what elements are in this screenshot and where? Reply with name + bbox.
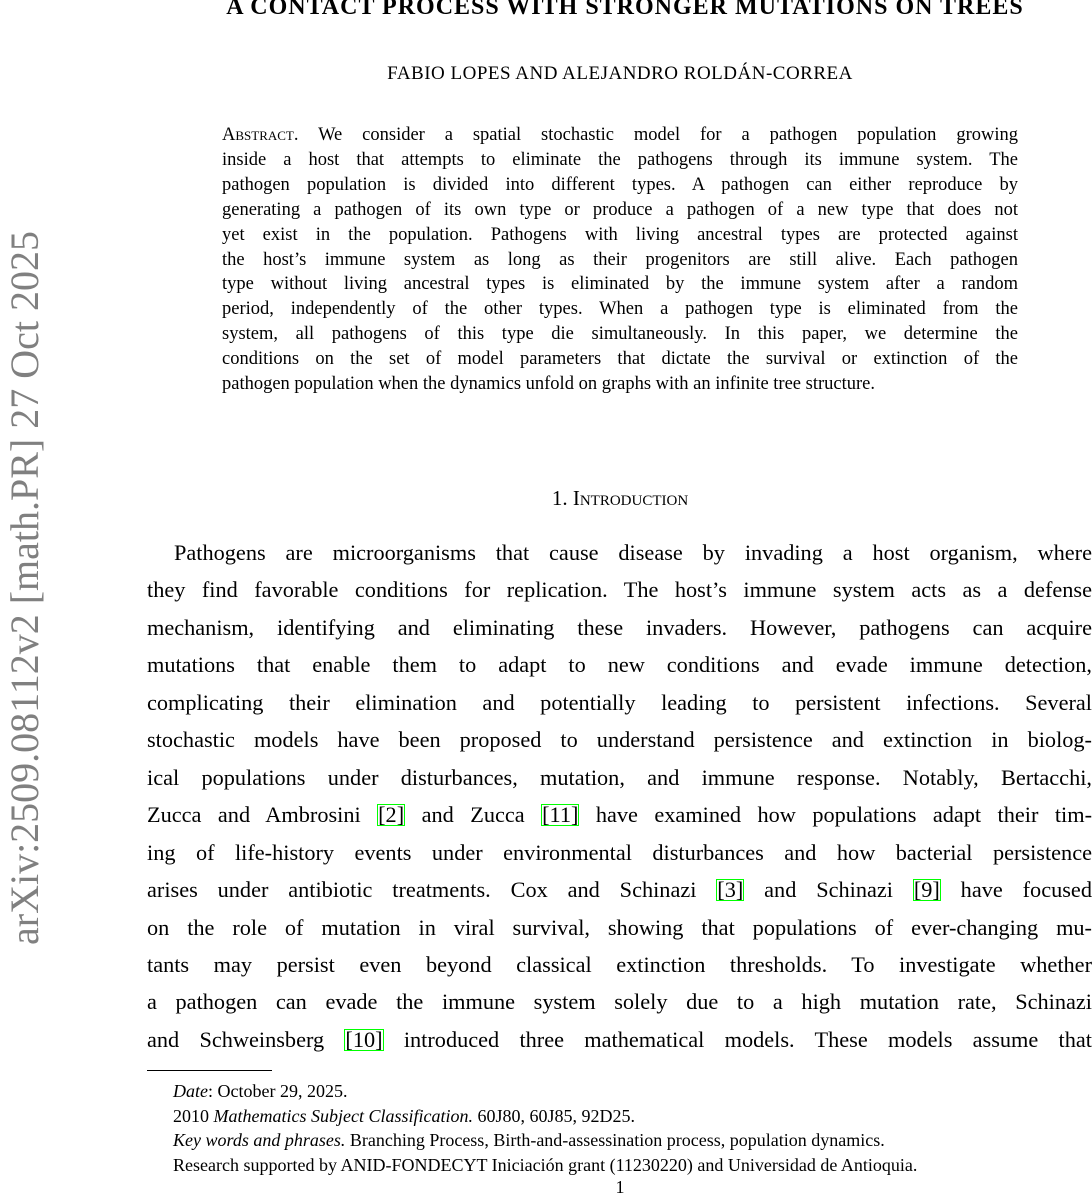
- section-heading: [148, 486, 1092, 511]
- abstract-line: inside a host that attempts to eliminate the pathogens through its immune system. The: [222, 149, 1018, 170]
- abstract-line: conditions on the set of model parameters that dictate the survival or extinction of the: [222, 349, 1018, 370]
- paper-title: A CONTACT PROCESS WITH STRONGER MUTATIONS ON TREES: [226, 0, 1024, 20]
- body-line: complicating their elimination and potentially leading to persistent infections. Several: [147, 689, 1092, 715]
- body-line: ing of life-history events under environmental disturbances and how bacterial persistence: [147, 839, 1092, 865]
- footnote-keywords: Key words and phrases. Branching Process, Birth-and-assessination process, population dynamics.: [173, 1130, 885, 1151]
- body-line: they find favorable conditions for replication. The host’s immune system acts as a defense: [147, 577, 1092, 603]
- abstract-label: Abstract.: [222, 125, 299, 145]
- abstract-line: pathogen population when the dynamics unfold on graphs with an infinite tree structure.: [222, 374, 875, 395]
- body-line: a pathogen can evade the immune system solely due to a high mutation rate, Schinazi: [147, 989, 1092, 1015]
- abstract-line: system, all pathogens of this type die simultaneously. In this paper, we determine the: [222, 324, 1018, 345]
- abstract-line: yet exist in the population. Pathogens with living ancestral types are protected against: [222, 224, 1018, 245]
- body-line: mutations that enable them to adapt to new conditions and evade immune detection,: [147, 652, 1092, 678]
- body-line: ical populations under disturbances, mutation, and immune response. Notably, Bertacchi,: [147, 764, 1092, 790]
- introduction-body: [147, 534, 1092, 1058]
- arxiv-stamp: arXiv:2509.08112v2 [math.PR] 27 Oct 2025: [2, 230, 47, 945]
- citation-link-2[interactable]: [2]: [378, 802, 405, 828]
- body-line: mechanism, identifying and eliminating these invaders. However, pathogens can acquire: [147, 614, 1092, 640]
- abstract-line: Abstract. We consider a spatial stochastic model for a pathogen population growing: [222, 125, 1018, 145]
- footnote-msc: 2010 Mathematics Subject Classification. 60J80, 60J85, 92D25.: [173, 1105, 635, 1126]
- citation-link-9[interactable]: [9]: [913, 877, 940, 903]
- citation-link-10[interactable]: [10]: [345, 1026, 383, 1052]
- page-number: 1: [615, 1177, 625, 1197]
- abstract-line: type without living ancestral types is eliminated by the immune system after a random: [222, 274, 1018, 295]
- footnote-funding: Research supported by ANID-FONDECYT Iniciación grant (11230220) and Universidad de Antioquia.: [173, 1155, 918, 1176]
- paper-authors: FABIO LOPES AND ALEJANDRO ROLDÁN-CORREA: [387, 63, 853, 84]
- abstract: [222, 123, 1018, 397]
- abstract-line: the host’s immune system as long as their progenitors are still alive. Each pathogen: [222, 249, 1018, 270]
- body-line: stochastic models have been proposed to understand persistence and extinction in biolog-: [147, 727, 1092, 753]
- abstract-line: generating a pathogen of its own type or produce a pathogen of a new type that does not: [222, 199, 1018, 220]
- body-line: on the role of mutation in viral survival, showing that populations of ever-changing mu-: [147, 914, 1092, 940]
- body-line: Pathogens are microorganisms that cause disease by invading a host organism, where: [174, 540, 1092, 565]
- section-number: 1.: [551, 486, 568, 510]
- body-line: arises under antibiotic treatments. Cox and Schinazi [3] and Schinazi [9] have focused: [147, 877, 1092, 903]
- body-line: and Schweinsberg [10] introduced three mathematical models. These models assume that: [147, 1026, 1092, 1052]
- abstract-line: period, independently of the other types. When a pathogen type is eliminated from the: [222, 299, 1018, 320]
- body-line: tants may persist even beyond classical extinction thresholds. To investigate whether: [147, 951, 1092, 977]
- citation-link-11[interactable]: [11]: [542, 802, 579, 828]
- citation-link-3[interactable]: [3]: [717, 877, 744, 903]
- footnotes: [173, 1079, 1092, 1178]
- footnote-date: Date: October 29, 2025.: [173, 1081, 348, 1101]
- footnote-rule: [147, 1070, 272, 1071]
- abstract-line: pathogen population is divided into different types. A pathogen can either reproduce by: [222, 174, 1018, 195]
- body-line: Zucca and Ambrosini [2] and Zucca [11] have examined how populations adapt their tim-: [147, 802, 1092, 828]
- section-title: Introduction: [572, 486, 689, 510]
